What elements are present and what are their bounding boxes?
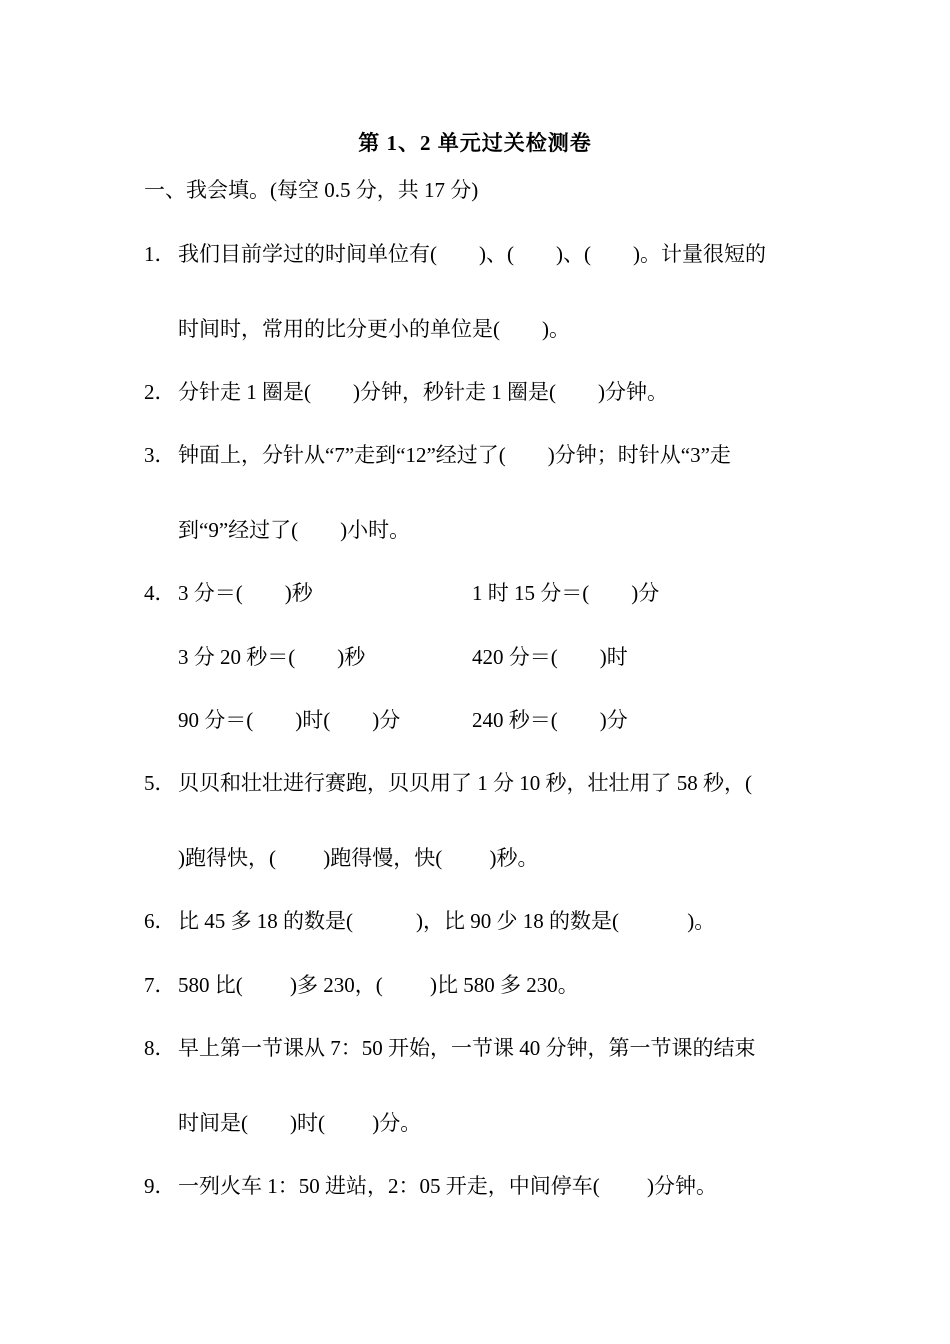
question-text: 分针走 1 圈是( )分钟，秒针走 1 圈是( )分钟。 — [178, 380, 668, 404]
conversion-item: 240 秒＝( )分 — [472, 708, 628, 732]
question-8 — [144, 1033, 756, 1063]
question-5-continuation: )跑得快，( )跑得慢，快( )秒。 — [178, 846, 539, 870]
question-7 — [144, 970, 579, 1000]
question-number: 6． — [144, 909, 176, 933]
question-number: 3． — [144, 443, 176, 467]
page-title: 第 1、2 单元过关检测卷 — [358, 131, 592, 155]
question-text: 一列火车 1：50 进站，2：05 开走，中间停车( )分钟。 — [178, 1174, 717, 1198]
question-6 — [144, 906, 715, 936]
question-text: 早上第一节课从 7：50 开始，一节课 40 分钟，第一节课的结束 — [178, 1036, 756, 1060]
question-number: 1． — [144, 242, 176, 266]
question-text: 我们目前学过的时间单位有( )、( )、( )。计量很短的 — [178, 242, 766, 266]
question-3-continuation: 到“9”经过了( )小时。 — [178, 518, 411, 542]
conversion-item: 90 分＝( )时( )分 — [178, 708, 401, 732]
question-4 — [144, 578, 313, 608]
conversion-item: 3 分 20 秒＝( )秒 — [178, 645, 366, 669]
question-number: 9． — [144, 1174, 176, 1198]
question-text: 580 比( )多 230，( )比 580 多 230。 — [178, 973, 579, 997]
question-9 — [144, 1171, 717, 1201]
question-1-continuation: 时间时，常用的比分更小的单位是( )。 — [178, 317, 570, 341]
conversion-item: 1 时 15 分＝( )分 — [472, 581, 660, 605]
question-number: 8． — [144, 1036, 176, 1060]
question-number: 5． — [144, 771, 176, 795]
question-1 — [144, 239, 766, 269]
question-number: 7． — [144, 973, 176, 997]
question-text: 钟面上，分针从“7”走到“12”经过了( )分钟；时针从“3”走 — [178, 443, 731, 467]
question-text: 比 45 多 18 的数是( )，比 90 少 18 的数是( )。 — [178, 909, 716, 933]
question-number: 4． — [144, 581, 176, 605]
question-text: 贝贝和壮壮进行赛跑，贝贝用了 1 分 10 秒，壮壮用了 58 秒，( — [178, 771, 752, 795]
section-heading: 一、我会填。(每空 0.5 分，共 17 分) — [144, 178, 479, 202]
conversion-item: 420 分＝( )时 — [472, 645, 628, 669]
question-8-continuation: 时间是( )时( )分。 — [178, 1111, 422, 1135]
question-number: 2． — [144, 380, 176, 404]
question-5 — [144, 768, 752, 798]
question-2 — [144, 377, 668, 407]
conversion-item: 3 分＝( )秒 — [178, 581, 313, 605]
question-3 — [144, 440, 731, 470]
